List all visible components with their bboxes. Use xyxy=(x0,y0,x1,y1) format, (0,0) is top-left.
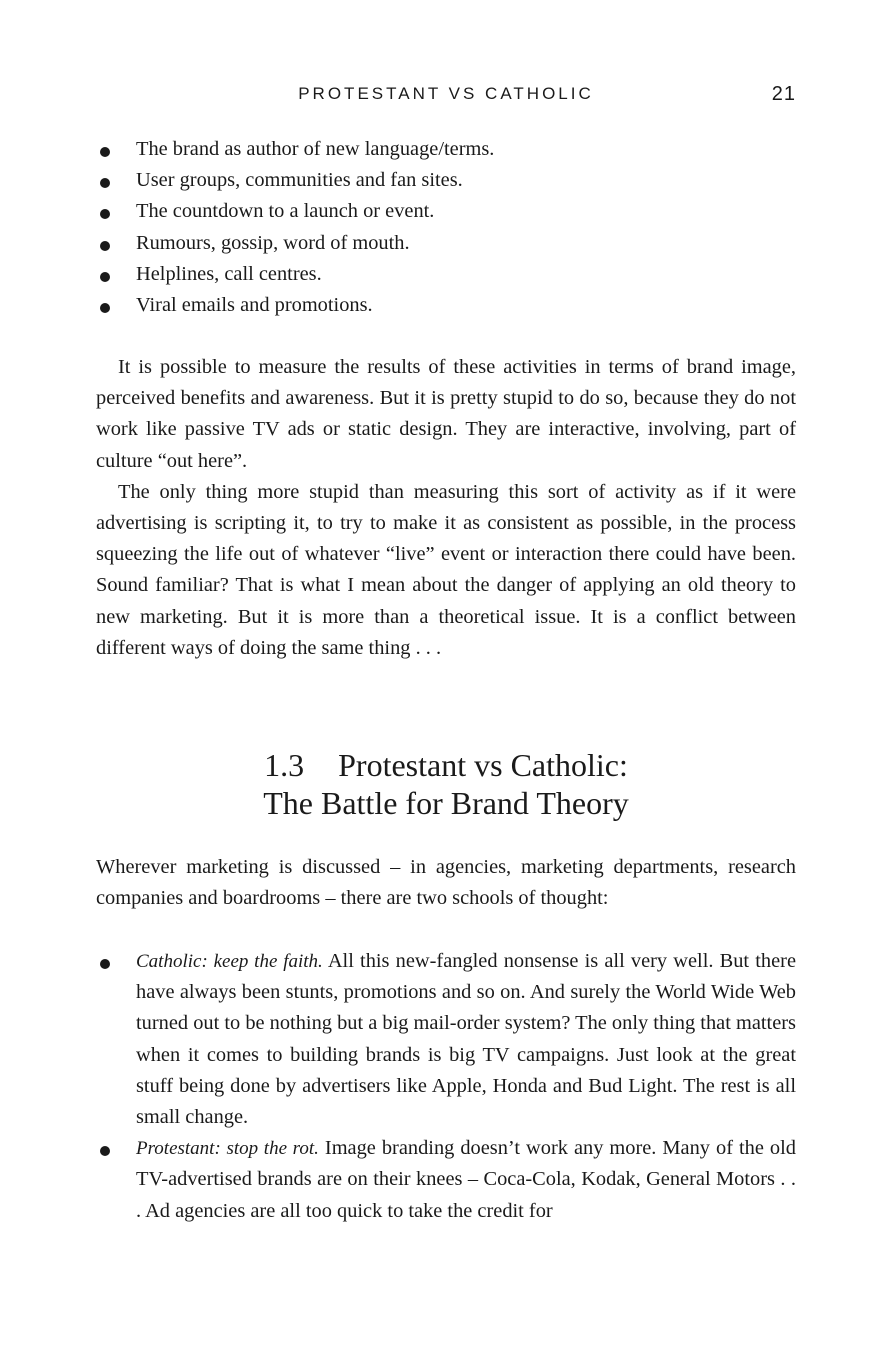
section-title-line1: Protestant vs Catholic: xyxy=(338,747,628,783)
list-item-text: Image branding doesn’t work any more. Many of the old TV-advertised brands are on their knees – Coca-Cola, Kodak, General Motors . . . Ad agencies are all too quick to take the credit for xyxy=(136,1137,796,1222)
list-item xyxy=(96,134,796,165)
bullet-icon xyxy=(100,147,110,157)
body-paragraphs xyxy=(96,352,796,664)
bullet-icon xyxy=(100,959,110,969)
bullet-icon xyxy=(100,209,110,219)
bullet-icon xyxy=(100,241,110,251)
list-item-lead: Catholic: keep the faith. xyxy=(136,951,323,972)
section-number: 1.3 xyxy=(264,747,305,783)
page-number: 21 xyxy=(771,83,796,105)
list-item-lead: Protestant: stop the rot. xyxy=(136,1138,319,1160)
list-item-text: The brand as author of new language/terms. xyxy=(136,138,495,160)
list-item xyxy=(96,165,796,196)
bullet-icon xyxy=(100,272,110,282)
intro-paragraph: Wherever marketing is discussed – in agencies, marketing departments, research companies and boardrooms – there are two schools of thought: xyxy=(96,856,796,910)
list-item xyxy=(96,196,796,227)
list-item xyxy=(96,228,796,259)
paragraph: The only thing more stupid than measuring this sort of activity as if it were advertising is scripting it, to try to make it as consistent as possible, in the process squeezing the life out of whatever “live” event or interaction there could have been. Sound familiar? That is what I mean about the danger of applying an old theory to new marketing. But it is more than a theoretical issue. It is a conflict between different ways of doing the same thing . . . xyxy=(96,480,796,659)
running-head xyxy=(96,84,796,108)
bullet-icon xyxy=(100,178,110,188)
list-item-text: Helplines, call centres. xyxy=(136,262,322,285)
activity-bullet-list xyxy=(96,134,796,321)
bullet-icon xyxy=(100,1146,110,1156)
list-item xyxy=(96,946,796,1133)
list-item-text: Rumours, gossip, word of mouth. xyxy=(136,231,410,254)
list-item-text: User groups, communities and fan sites. xyxy=(136,169,463,192)
list-item-text: Viral emails and promotions. xyxy=(136,294,373,317)
section-heading xyxy=(96,746,796,822)
bullet-icon xyxy=(100,303,110,313)
list-item-text: All this new-fangled nonsense is all very well. But there have always been stunts, promotions and so on. And surely the World Wide Web turned out to be nothing but a big mail-order system? The only thing that matters when it comes to building brands is big TV campaigns. Just look at the great stuff being done by advertisers like Apple, Honda and Bud Light. The rest is all small change. xyxy=(136,950,797,1129)
paragraph: It is possible to measure the results of these activities in terms of brand image, perceived benefits and awareness. But it is pretty stupid to do so, because they do not work like passive TV ads or static design. They are interactive, involving, part of culture “out here”. xyxy=(96,356,796,472)
list-item xyxy=(96,259,796,290)
list-item xyxy=(96,1133,796,1227)
list-item xyxy=(96,290,796,321)
schools-bullet-list xyxy=(96,946,796,1227)
section-title-line2: The Battle for Brand Theory xyxy=(263,785,629,821)
list-item-text: The countdown to a launch or event. xyxy=(136,200,435,223)
running-title: PROTESTANT VS CATHOLIC xyxy=(298,84,594,103)
